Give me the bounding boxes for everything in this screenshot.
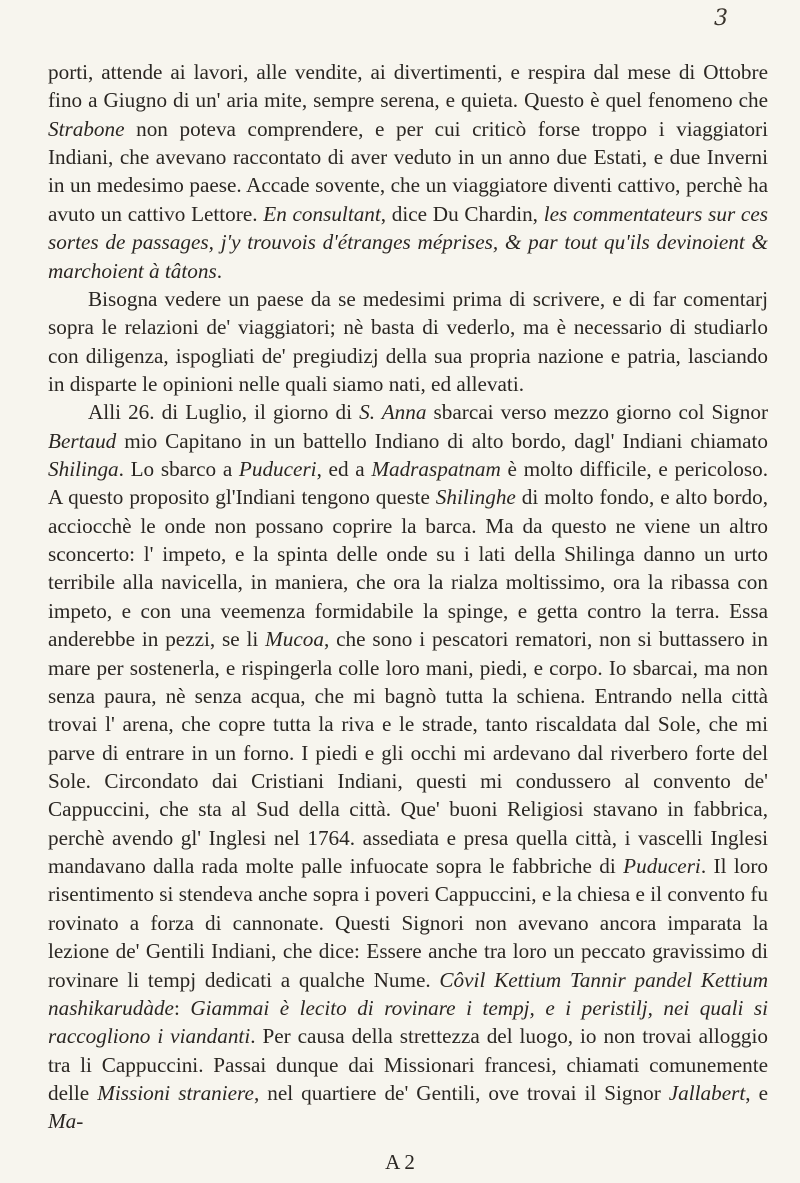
italic-text: Mucoa xyxy=(265,627,324,652)
text-run: , nel quartiere de' Gentili, ove trovai il Signor xyxy=(253,1080,669,1105)
italic-text: En consultant xyxy=(263,201,381,226)
text-run: non poteva comprendere, e per cui criticò forse troppo i viaggiatori Indiani, che avevano raccontato di aver veduto in un anno due Estati, e due Inverni in un medesimo paese. Accade sovente, che un viaggiatore diventi cattivo, perchè ha avuto un cattivo Lettore. xyxy=(48,116,768,226)
text-run: , dice Du Chardin, xyxy=(380,201,544,226)
italic-text: Giammai è lecito di rovinare i tempj, e i peristilj, nei quali si raccogliono i viandanti xyxy=(48,995,768,1049)
text-run: , che sono i pescatori rematori, non si buttassero in mare per sostenerla, e rispingerla colle loro mani, piedi, e corpo. Io sbarcai, ma non senza paura, nè senza acqua, che mi bagnò tutta la schiena. Entrando nella città trovai l' arena, che copre tutta la riva e le strade, tanto riscaldata dal Sole, che mi parve di entrare in un forno. I piedi e gli occhi mi ardevano dal riverbero forte del Sole. Circondato dai Cristiani Indiani, questi mi condussero al convento de' Cappuccini, che sta al Sud della città. Que' buoni Religiosi stavano in fabbrica, perchè avendo gl' Inglesi nel 1764. assediata e presa quella città, i vascelli Inglesi mandavano dalla rada molte palle infuocate sopra le fabbriche di xyxy=(48,627,768,879)
italic-text: Strabone xyxy=(48,116,125,141)
italic-text: S. Anna xyxy=(359,400,427,425)
page-number: 3 xyxy=(714,6,728,31)
text-run: sbarcai verso mezzo giorno col Signor xyxy=(426,400,768,425)
italic-text: Missioni straniere xyxy=(97,1080,254,1105)
text-run: mio Capitano in un battello Indiano di alto bordo, dagl' Indiani chiamato xyxy=(116,428,768,453)
italic-text: Shilinga xyxy=(48,457,119,482)
text-run: : xyxy=(173,995,191,1020)
italic-text: Puduceri xyxy=(238,457,317,482)
body-text xyxy=(48,58,768,1136)
text-run: di molto fondo, e alto bordo, acciocchè le onde non possano coprire la barca. Ma da questo ne viene un altro sconcerto: l' impeto, e la spinta delle onde su i lati della Shilinga danno un urto terribile alla navicella, in maniera, che ora la rialza moltissimo, ora la ribassa con impeto, e con una veemenza formidabile la spinge, e getta contro la terra. Essa anderebbe in pezzi, se li xyxy=(48,485,768,652)
paragraph xyxy=(48,58,768,285)
text-run: porti, attende ai lavori, alle vendite, ai divertimenti, e respira dal mese di Ottobre fino a Giugno di un' aria mite, sempre serena, e quieta. Questo è quel fenomeno che xyxy=(48,60,768,113)
signature-mark: A 2 xyxy=(385,1150,415,1174)
text-run: , e xyxy=(745,1080,768,1105)
text-run: Alli 26. di Luglio, il giorno di xyxy=(88,400,360,425)
text-run: . Lo sbarco a xyxy=(118,457,239,482)
text-run: Bisogna vedere un paese da se medesimi prima di scrivere, e di far comentarj sopra le relazioni de' viaggiatori; nè basta di vederlo, ma è necessario di studiarlo con diligenza, ispogliati de' pregiudizj della sua propria nazione e patria, lasciando in disparte le opinioni nelle quali siamo nati, ed allevati. xyxy=(48,286,768,396)
text-run: . xyxy=(216,258,222,283)
text-run: . Per causa della strettezza del luogo, io non trovai alloggio tra li Cappuccini. Passai dunque dai Missionari francesi, chiamati comunemente delle xyxy=(48,1024,769,1105)
italic-text: les commentateurs sur ces sortes de passages, j'y trouvois d'étranges méprises, & par tout qu'ils devinoient & marchoient à tâtons xyxy=(48,201,768,283)
text-run: è molto difficile, e pericoloso. A questo proposito gl'Indiani tengono queste xyxy=(48,457,768,510)
italic-text: Ma- xyxy=(48,1109,84,1134)
italic-text: Madraspatnam xyxy=(371,457,501,482)
text-run: , ed a xyxy=(316,457,372,482)
italic-text: Shilinghe xyxy=(435,485,516,510)
paragraph xyxy=(48,285,768,398)
italic-text: Jallabert xyxy=(668,1080,746,1105)
italic-text: Bertaud xyxy=(48,428,117,453)
text-run: . Il loro risentimento si stendeva anche sopra i poveri Cappuccini, e la chiesa e il convento fu rovinato a forza di cannonate. Questi Signori non avevano ancora imparata la lezione de' Gentili Indiani, che dice: Essere anche tra loro un peccato gravissimo di rovinare li tempj dedicati a qualche Nume. xyxy=(48,854,768,992)
paragraph xyxy=(48,398,768,1135)
italic-text: Côvil Kettium Tannir pandel Kettium nashikarudàde xyxy=(48,967,769,1020)
italic-text: Puduceri xyxy=(623,854,701,879)
